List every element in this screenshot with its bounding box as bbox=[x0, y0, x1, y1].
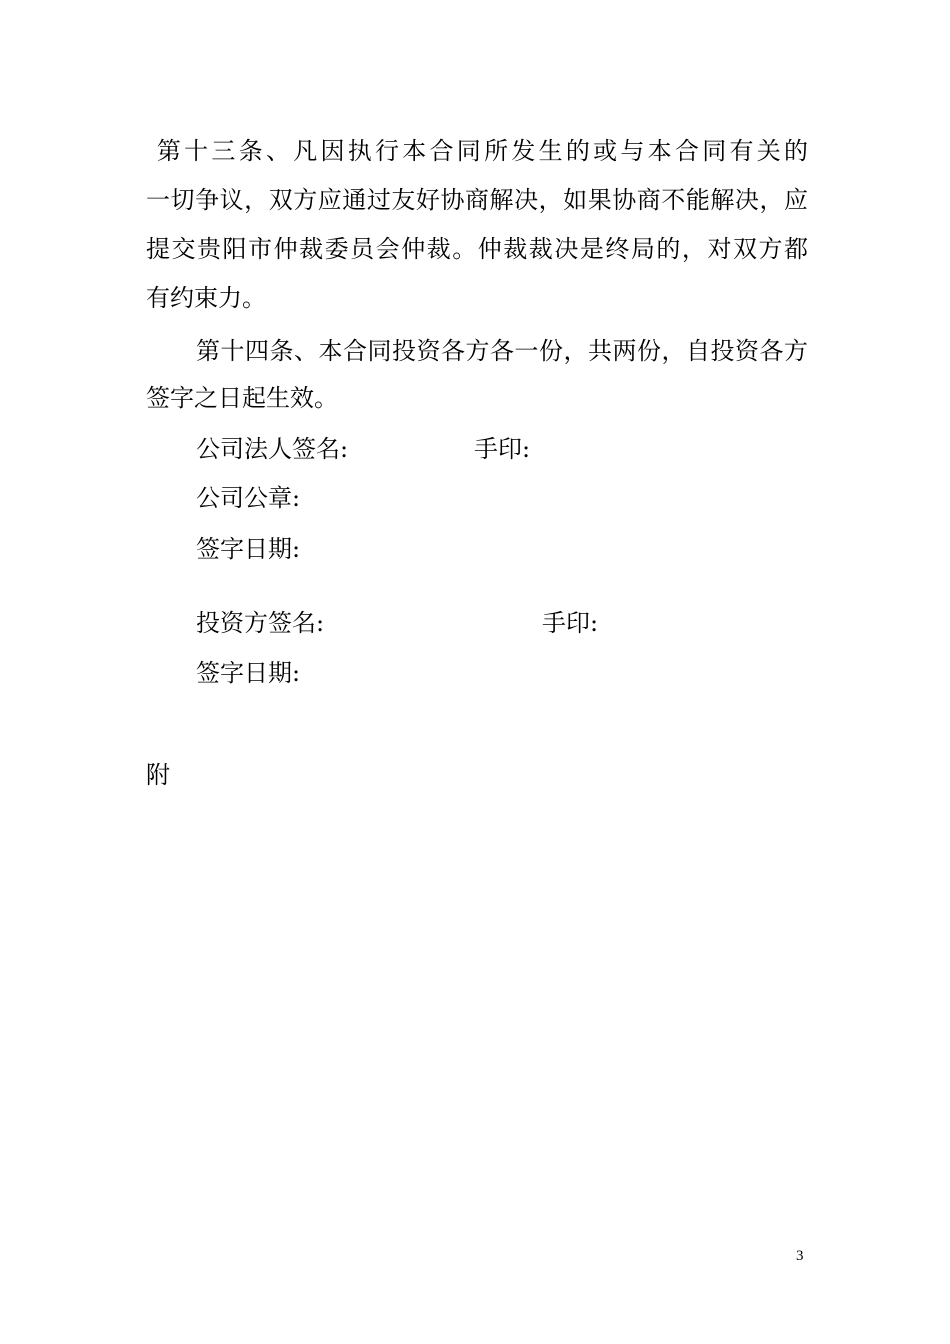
article-14-line-2: 签字之日起生效。 bbox=[146, 384, 338, 412]
investor-sign-date-label: 签字日期: bbox=[196, 659, 301, 687]
company-sign-date-label: 签字日期: bbox=[196, 535, 301, 563]
page-number: 3 bbox=[796, 1248, 804, 1264]
investor-fingerprint-label: 手印: bbox=[542, 609, 599, 637]
legal-representative-signature-label: 公司法人签名: bbox=[196, 435, 349, 463]
investor-signature-label: 投资方签名: bbox=[196, 609, 325, 637]
article-14-line-1: 第十四条、本合同投资各方各一份，共两份，自投资各方 bbox=[196, 337, 808, 365]
article-13-line-3: 提交贵阳市仲裁委员会仲裁。仲裁裁决是终局的，对双方都 bbox=[146, 235, 808, 263]
appendix-label: 附 bbox=[146, 761, 170, 789]
company-fingerprint-label: 手印: bbox=[474, 435, 531, 463]
article-13-line-2: 一切争议，双方应通过友好协商解决，如果协商不能解决，应 bbox=[146, 186, 808, 214]
article-13-line-4: 有约束力。 bbox=[146, 284, 266, 312]
article-13-line-1: 第十三条、凡因执行本合同所发生的或与本合同有关的 bbox=[146, 137, 808, 165]
company-seal-label: 公司公章: bbox=[196, 484, 301, 512]
